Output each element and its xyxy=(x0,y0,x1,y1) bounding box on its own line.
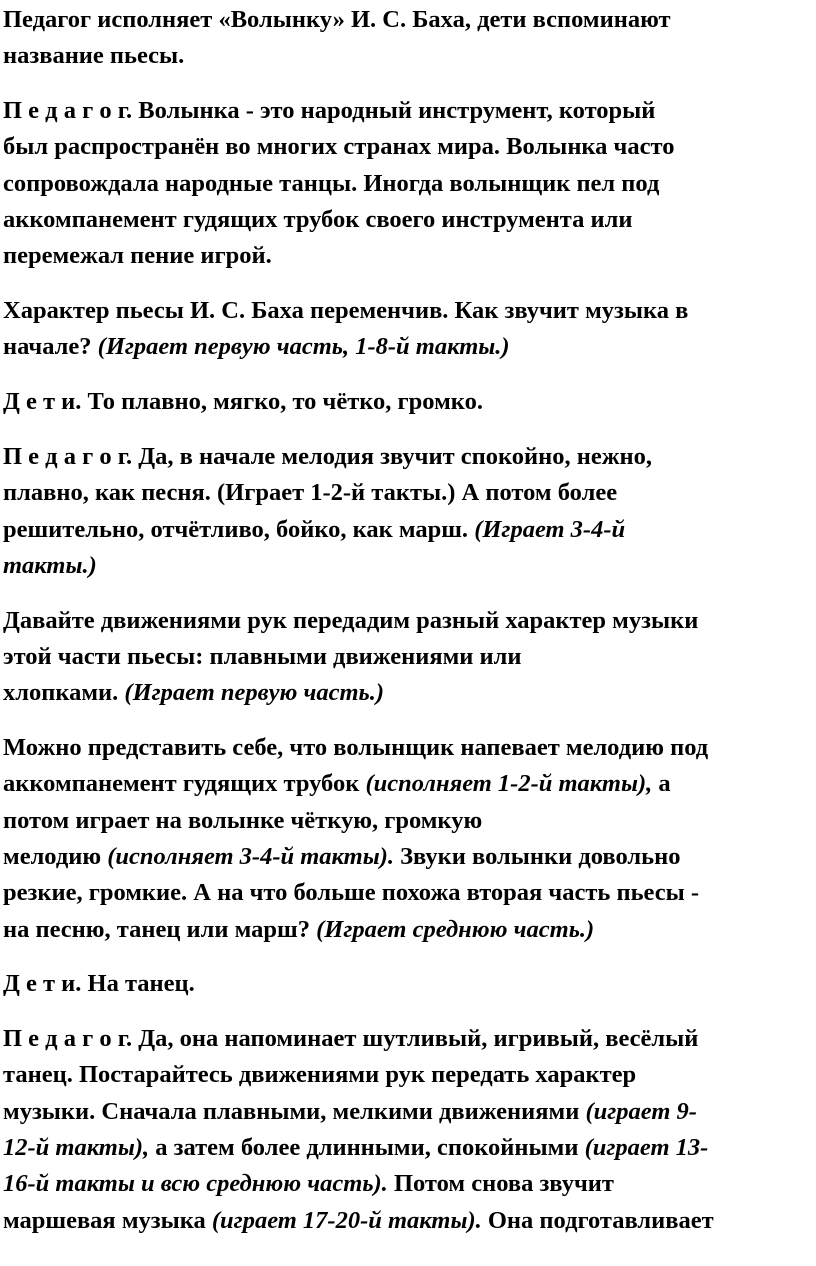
paragraph-p5 xyxy=(3,439,810,584)
italic-stage-direction: (Играет первую часть.) xyxy=(124,679,385,707)
italic-stage-direction: (играет 9- xyxy=(585,1097,697,1125)
text-line xyxy=(3,388,483,415)
text-line xyxy=(3,6,671,33)
text-line xyxy=(3,516,625,543)
text-run: на песню, танец или марш? xyxy=(3,915,317,943)
italic-stage-direction: (Играет первую часть, 1-8-й такты.) xyxy=(97,333,510,361)
text-line xyxy=(3,552,97,579)
italic-stage-direction: (играет 17-20-й такты). xyxy=(211,1206,482,1234)
text-run: Звуки волынки довольно xyxy=(393,842,681,870)
text-line xyxy=(3,770,671,797)
text-line xyxy=(3,843,680,870)
text-run: хлопками. xyxy=(3,679,125,707)
text-line xyxy=(3,807,482,834)
text-line xyxy=(3,643,522,670)
text-line xyxy=(3,970,195,997)
text-run: П е д а г о г. Да, в начале мелодия звучит спокойно, нежно, xyxy=(3,442,653,470)
paragraph-p7 xyxy=(3,730,810,948)
text-run: аккомпанемент гудящих трубок xyxy=(3,770,366,798)
text-run: Педагог исполняет «Волынку» И. С. Баха, дети вспоминают xyxy=(3,6,671,33)
text-line xyxy=(3,1207,714,1234)
text-run: резкие, громкие. А на что больше похожа вторая часть пьесы - xyxy=(3,879,700,907)
italic-stage-direction: 12-й такты), xyxy=(3,1134,150,1162)
italic-stage-direction: (исполняет 3-4-й такты). xyxy=(107,842,394,870)
text-run: музыки. Сначала плавными, мелкими движениями xyxy=(3,1097,586,1125)
paragraph-p2 xyxy=(3,93,810,274)
text-line xyxy=(3,297,688,324)
text-run: перемежал пение игрой. xyxy=(3,242,272,270)
text-run: сопровождала народные танцы. Иногда волынщик пел под xyxy=(3,169,660,197)
text-line xyxy=(3,206,632,233)
text-line xyxy=(3,1170,614,1197)
text-line xyxy=(3,1098,697,1125)
text-line xyxy=(3,607,698,634)
text-run: Д е т и. На танец. xyxy=(3,970,195,998)
text-line xyxy=(3,679,384,706)
text-run: а затем более длинными, спокойными xyxy=(149,1134,585,1162)
text-run: танец. Постарайтесь движениями рук передать характер xyxy=(3,1061,637,1089)
italic-stage-direction: 16-й такты и всю среднюю часть). xyxy=(3,1170,388,1198)
paragraph-p1 xyxy=(3,2,810,75)
text-line xyxy=(3,333,510,360)
italic-stage-direction: (играет 13- xyxy=(584,1134,709,1162)
text-line xyxy=(3,1134,708,1161)
text-run: решительно, отчётливо, бойко, как марш. xyxy=(3,515,475,543)
text-line xyxy=(3,879,699,906)
text-run: а xyxy=(652,770,671,798)
text-line xyxy=(3,242,272,269)
paragraph-p8 xyxy=(3,966,810,1002)
italic-stage-direction: (Играет среднюю часть.) xyxy=(316,915,595,943)
text-line xyxy=(3,170,659,197)
text-run: мелодию xyxy=(3,842,108,870)
text-run: П е д а г о г. Да, она напоминает шутливый, игривый, весёлый xyxy=(3,1025,699,1053)
text-line xyxy=(3,97,655,124)
text-line xyxy=(3,1061,636,1088)
italic-stage-direction: (исполняет 1-2-й такты), xyxy=(365,770,653,798)
text-run: потом играет на волынке чёткую, громкую xyxy=(3,806,483,834)
text-run: Давайте движениями рук передадим разный характер музыки xyxy=(3,606,699,634)
text-run: этой части пьесы: плавными движениями или xyxy=(3,642,522,670)
paragraph-p9 xyxy=(3,1021,810,1239)
text-run: название пьесы. xyxy=(3,42,185,70)
text-line xyxy=(3,734,708,761)
paragraph-p3 xyxy=(3,293,810,366)
text-line xyxy=(3,1025,698,1052)
text-line xyxy=(3,42,184,69)
paragraph-p6 xyxy=(3,603,810,712)
text-run: Можно представить себе, что волынщик напевает мелодию под xyxy=(3,734,709,762)
text-run: был распространён во многих странах мира. Волынка часто xyxy=(3,133,675,161)
text-line xyxy=(3,916,594,943)
text-run: аккомпанемент гудящих трубок своего инструмента или xyxy=(3,205,633,233)
italic-stage-direction: такты.) xyxy=(3,551,97,579)
text-run: П е д а г о г. Волынка - это народный инструмент, который xyxy=(3,97,656,125)
text-run: плавно, как песня. (Играет 1-2-й такты.) А потом более xyxy=(3,479,618,507)
text-run: Д е т и. То плавно, мягко, то чётко, громко. xyxy=(3,388,483,416)
text-run: маршевая музыка xyxy=(3,1206,212,1234)
italic-stage-direction: (Играет 3-4-й xyxy=(474,515,626,543)
paragraph-p4 xyxy=(3,384,810,420)
text-run: Характер пьесы И. С. Баха переменчив. Как звучит музыка в xyxy=(3,297,689,325)
text-line xyxy=(3,479,617,506)
text-run: начале? xyxy=(3,333,98,361)
text-run: Она подготавливает xyxy=(481,1206,714,1234)
text-line xyxy=(3,133,674,160)
text-run: Потом снова звучит xyxy=(387,1170,614,1198)
text-line xyxy=(3,443,652,470)
